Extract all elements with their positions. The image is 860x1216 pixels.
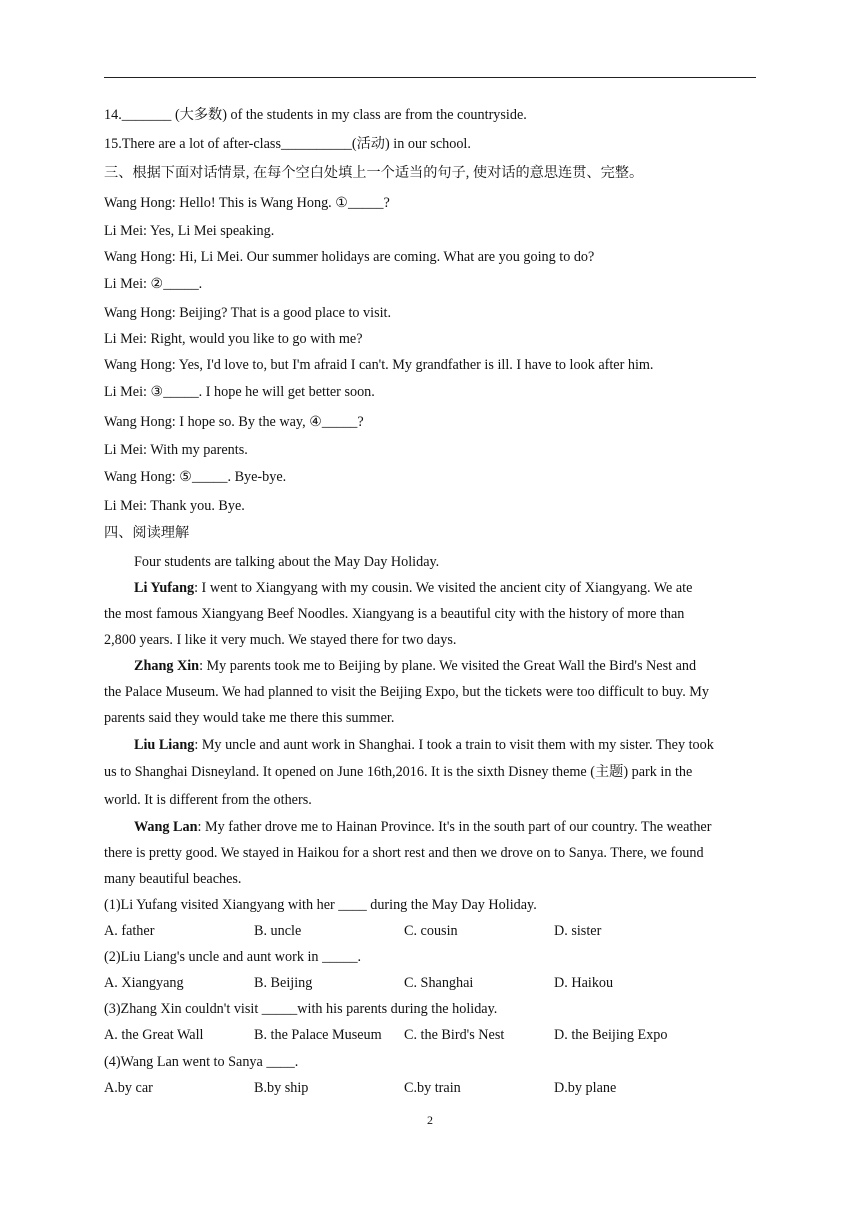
passage-liu-liang-line-2: us to Shanghai Disneyland. It opened on June 16th,2016. It is the sixth Disney theme (主题) park in the [104,764,693,780]
passage-zhang-xin-line-2: the Palace Museum. We had planned to visit the Beijing Expo, but the tickets were too difficult to buy. My [104,684,709,700]
passage-li-yufang-line-1 [134,579,692,597]
question-1-option-b: B. uncle [254,923,302,939]
speaker-name: Wang Lan [134,819,198,835]
dialogue-line-3: Wang Hong: Hi, Li Mei. Our summer holidays are coming. What are you going to do? [104,249,595,265]
dialogue-line-9: Wang Hong: I hope so. By the way, ④_____? [104,414,364,430]
passage-text: : I went to Xiangyang with my cousin. We visited the ancient city of Xiangyang. We ate [194,580,693,596]
question-1-stem: (1)Li Yufang visited Xiangyang with her ____ during the May Day Holiday. [104,897,537,913]
page-number: 2 [427,1113,433,1127]
section-4-heading: 四、阅读理解 [104,525,190,541]
question-2-option-b: B. Beijing [254,975,313,991]
question-4-option-c: C.by train [404,1080,461,1096]
passage-zhang-xin-line-3: parents said they would take me there this summer. [104,710,395,726]
passage-liu-liang-line-3: world. It is different from the others. [104,792,312,808]
dialogue-line-5: Wang Hong: Beijing? That is a good place to visit. [104,305,392,321]
question-2-option-a: A. Xiangyang [104,975,184,991]
dialogue-line-12: Li Mei: Thank you. Bye. [104,498,245,514]
section-3-heading: 三、根据下面对话情景, 在每个空白处填上一个适当的句子, 使对话的意思连贯、完整。 [104,165,644,181]
question-3-option-a: A. the Great Wall [104,1027,204,1043]
question-15: 15.There are a lot of after-class__________(活动) in our school. [104,136,471,152]
dialogue-line-4: Li Mei: ②_____. [104,276,203,292]
question-2-option-c: C. Shanghai [404,975,474,991]
question-3-option-b: B. the Palace Museum [254,1027,382,1043]
passage-wang-lan-line-2: there is pretty good. We stayed in Haikou for a short rest and then we drove on to Sanya. There, we found [104,845,704,861]
question-3-option-c: C. the Bird's Nest [404,1027,505,1043]
question-4-option-a: A.by car [104,1080,153,1096]
dialogue-line-8: Li Mei: ③_____. I hope he will get better soon. [104,384,375,400]
speaker-name: Zhang Xin [134,658,200,674]
dialogue-line-10: Li Mei: With my parents. [104,442,248,458]
question-3-stem: (3)Zhang Xin couldn't visit _____with his parents during the holiday. [104,1001,498,1017]
passage-wang-lan-line-3: many beautiful beaches. [104,871,242,887]
passage-text: : My father drove me to Hainan Province. It's in the south part of our country. The weather [197,819,712,835]
question-1-option-d: D. sister [554,923,602,939]
dialogue-line-11: Wang Hong: ⑤_____. Bye-bye. [104,469,287,485]
question-1-option-a: A. father [104,923,155,939]
question-1-option-c: C. cousin [404,923,458,939]
passage-text: : My parents took me to Beijing by plane. We visited the Great Wall the Bird's Nest and [199,658,697,674]
question-4-option-b: B.by ship [254,1080,309,1096]
passage-li-yufang-line-3: 2,800 years. I like it very much. We stayed there for two days. [104,632,457,648]
dialogue-line-2: Li Mei: Yes, Li Mei speaking. [104,223,275,239]
passage-zhang-xin-line-1 [134,657,696,675]
question-3-option-d: D. the Beijing Expo [554,1027,668,1043]
question-2-option-d: D. Haikou [554,975,614,991]
passage-wang-lan-line-1 [134,818,711,836]
question-14: 14._______ (大多数) of the students in my class are from the countryside. [104,107,527,123]
passage-li-yufang-line-2: the most famous Xiangyang Beef Noodles. Xiangyang is a beautiful city with the history of more than [104,606,685,622]
dialogue-line-1: Wang Hong: Hello! This is Wang Hong. ①_____? [104,195,390,211]
speaker-name: Liu Liang [134,737,195,753]
passage-liu-liang-line-1 [134,736,714,754]
question-2-stem: (2)Liu Liang's uncle and aunt work in _____. [104,949,362,965]
header-rule [104,77,756,78]
question-4-stem: (4)Wang Lan went to Sanya ____. [104,1054,299,1070]
passage-intro: Four students are talking about the May Day Holiday. [134,554,440,570]
dialogue-line-6: Li Mei: Right, would you like to go with me? [104,331,363,347]
dialogue-line-7: Wang Hong: Yes, I'd love to, but I'm afraid I can't. My grandfather is ill. I have to look after him. [104,357,654,373]
question-4-option-d: D.by plane [554,1080,617,1096]
passage-text: : My uncle and aunt work in Shanghai. I took a train to visit them with my sister. They took [194,737,714,753]
speaker-name: Li Yufang [134,580,195,596]
